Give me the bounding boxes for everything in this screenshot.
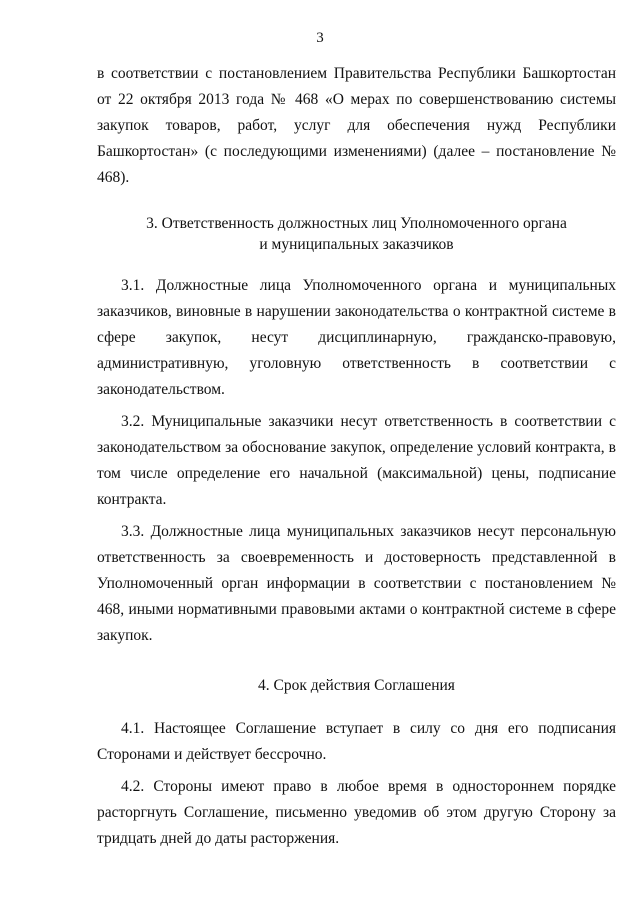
section-3-heading-line-1: 3. Ответственность должностных лиц Уполномоченного органа [146,215,567,232]
intro-paragraph: в соответствии с постановлением Правительства Республики Башкортостан от 22 октября 2013 года № 468 «О мерах по совершенствованию системы закупок товаров, работ, услуг для обеспечения нужд Республики Башкортостан» (с последующими изменениями) (далее – постановление № 468). [97,65,616,186]
document-body [97,61,616,852]
paragraph-3-2: 3.2. Муниципальные заказчики несут ответственность в соответствии с законодательством за обоснование закупок, определение условий контракта, в том числе определение его начальной (максимальной) цены, подписание контракта. [97,413,616,508]
paragraph-3-3: 3.3. Должностные лица муниципальных заказчиков несут персональную ответственность за своевременность и достоверность представленной в Уполномоченный орган информации в соответствии с постановлением № 468, иными нормативными правовыми актами о контрактной системе в сфере закупок. [97,523,616,644]
paragraph-4-1: 4.1. Настоящее Соглашение вступает в силу со дня его подписания Сторонами и действует бессрочно. [97,720,616,763]
section-4-heading [97,675,616,696]
section-3-heading-line-2: и муниципальных заказчиков [259,236,454,253]
paragraph-3-1: 3.1. Должностные лица Уполномоченного органа и муниципальных заказчиков, виновные в нарушении законодательства о контрактной системе в сфере закупок, несут дисциплинарную, гражданско-правовую, административную, уголовную ответственность в соответствии с законодательством. [97,277,616,398]
page-number: 3 [316,30,324,46]
section-4-heading-text: 4. Срок действия Соглашения [258,677,455,694]
section-3-heading [97,213,616,255]
paragraph-4-2: 4.2. Стороны имеют право в любое время в одностороннем порядке расторгнуть Соглашение, письменно уведомив об этом другую Сторону за тридцать дней до даты расторжения. [97,778,616,847]
